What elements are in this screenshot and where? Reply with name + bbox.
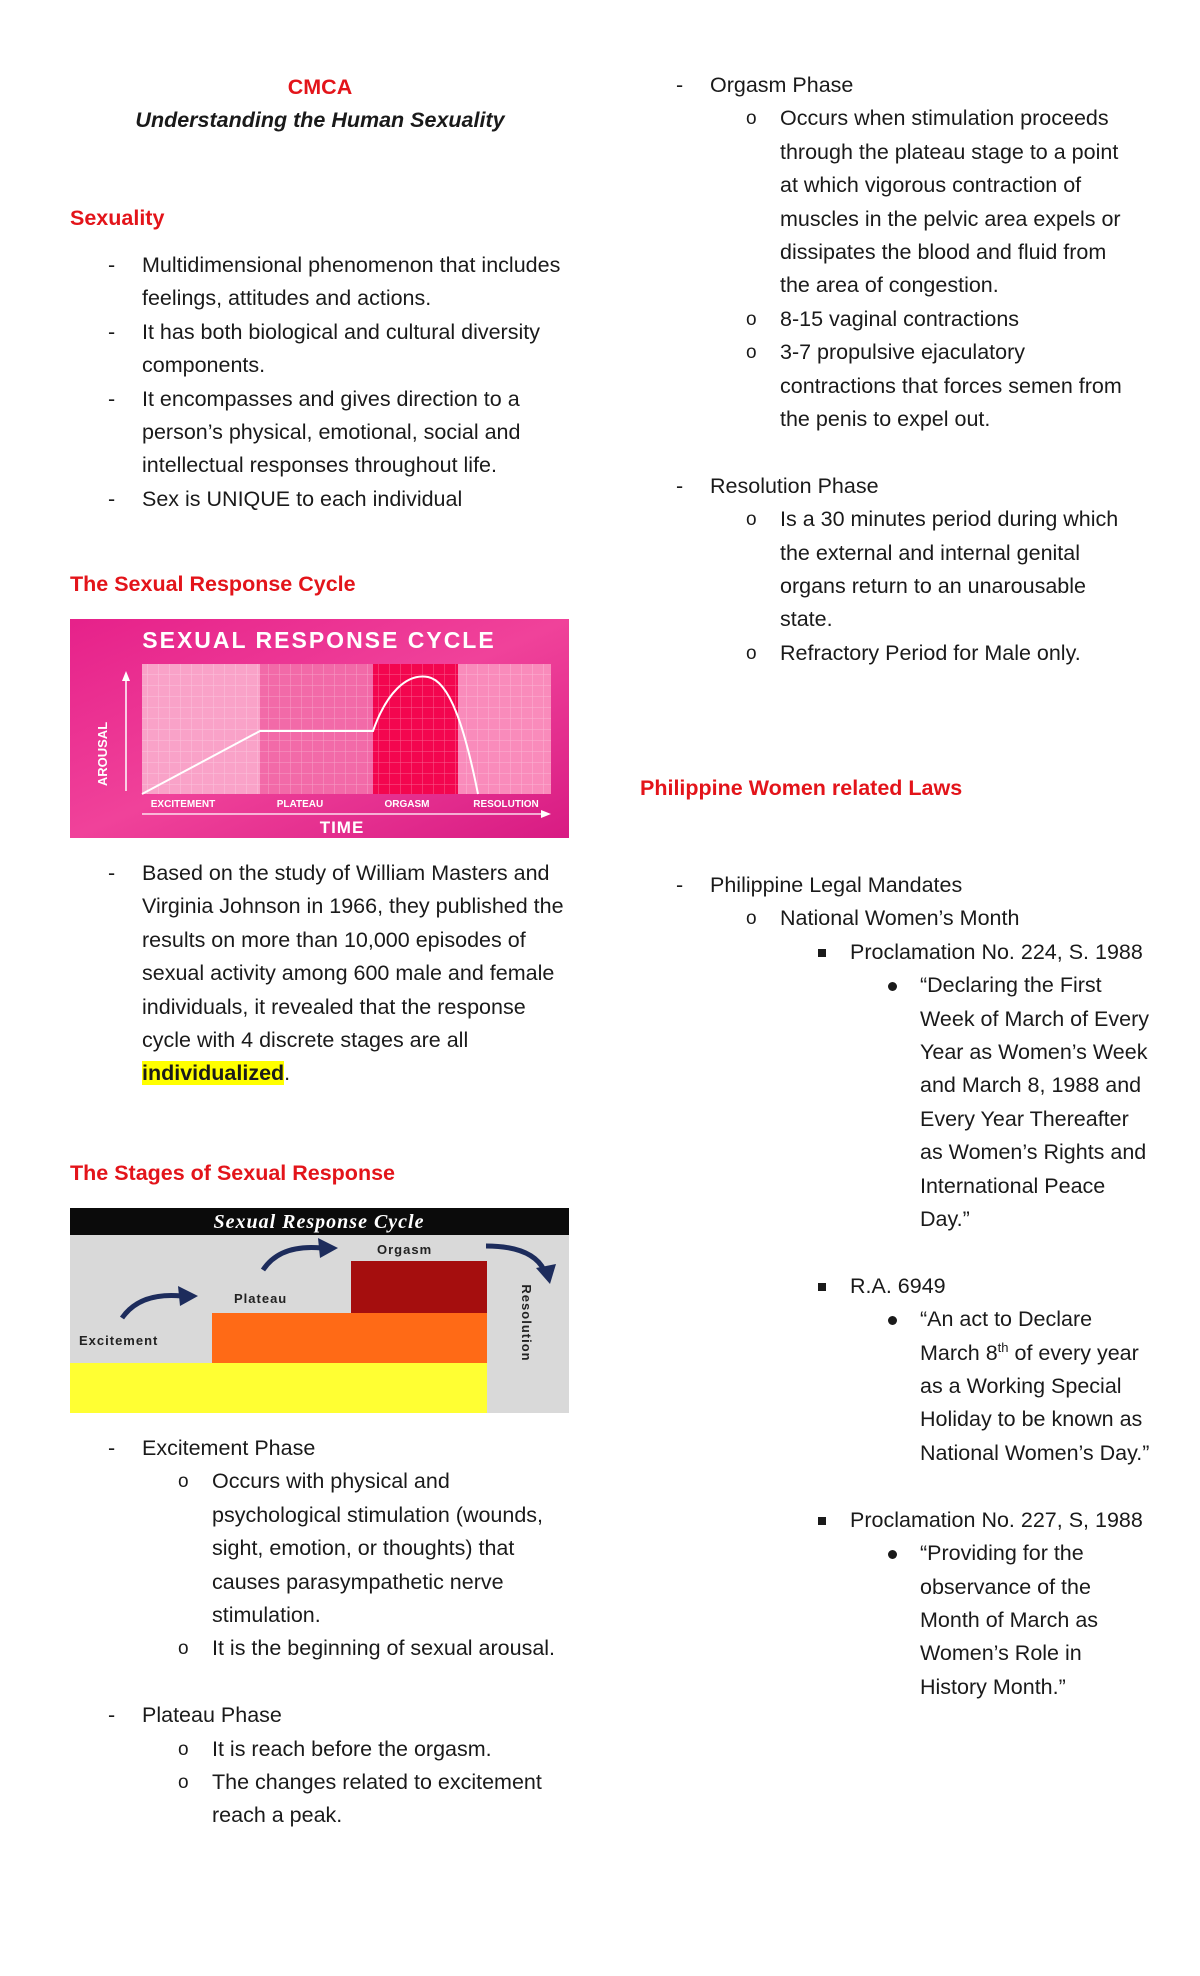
list-item: o It is the beginning of sexual arousal.	[142, 1632, 572, 1665]
list-item: o Occurs with physical and psychological stimulation (wounds, sight, emotion, or thoughts) that causes parasympathetic nerve stimulation.	[142, 1465, 572, 1632]
phase-title-plateau: - Plateau Phase	[72, 1699, 572, 1732]
stage-label: Orgasm	[377, 1242, 433, 1257]
figure-title: Sexual Response Cycle	[213, 1211, 425, 1233]
list-item: - It has both biological and cultural diversity components.	[72, 316, 572, 383]
response-cycle-heading: The Sexual Response Cycle	[70, 572, 356, 596]
law-quote: “Declaring the First Week of March of Every Year as Women’s Week and March 8, 1988 and Every Year Thereafter as Women’s Rights and International Peace Day.”	[850, 969, 1150, 1236]
month-title: o National Women’s Month	[710, 902, 1150, 935]
laws-heading: Philippine Women related Laws	[640, 776, 963, 800]
law-name: Proclamation No. 224, S. 1988	[780, 936, 1150, 969]
stage-label: Excitement	[79, 1333, 159, 1348]
list-item: o It is reach before the orgasm.	[142, 1733, 572, 1766]
sexuality-list	[72, 249, 572, 516]
law-quote: “Providing for the observance of the Month of March as Women’s Role in History Month.”	[850, 1537, 1150, 1704]
sexuality-heading: Sexuality	[70, 206, 165, 230]
step-plateau	[212, 1313, 487, 1363]
laws-list	[640, 869, 1150, 1704]
list-item: o Refractory Period for Male only.	[710, 637, 1140, 670]
phase-title-excitement: - Excitement Phase	[72, 1432, 572, 1465]
x-axis-label: TIME	[319, 818, 365, 837]
list-item	[72, 857, 572, 1091]
step-orgasm	[351, 1261, 487, 1313]
step-excitement	[70, 1363, 487, 1413]
list-item: - It encompasses and gives direction to a person’s physical, emotional, social and intellectual responses throughout life.	[72, 383, 572, 483]
list-item: - Sex is UNIQUE to each individual	[72, 483, 572, 516]
stage-label: Plateau	[234, 1291, 288, 1306]
stages-list-right	[640, 69, 1140, 670]
study-text: Based on the study of William Masters and Virginia Johnson in 1966, they published the results on more than 10,000 episodes of sexual activity among 600 male and female individuals, it revealed that the response cycle with 4 discrete stages are all	[142, 861, 564, 1053]
list-item: o Is a 30 minutes period during which the external and internal genital organs return to an unarousable state.	[710, 503, 1140, 637]
highlighted-word: individualized	[142, 1061, 285, 1086]
law-name: R.A. 6949	[780, 1270, 1150, 1303]
phase-label: ORGASM	[384, 799, 430, 810]
list-item: - Multidimensional phenomenon that includes feelings, attitudes and actions.	[72, 249, 572, 316]
doc-title: Understanding the Human Sexuality	[135, 108, 505, 132]
list-item: o 8-15 vaginal contractions	[710, 303, 1140, 336]
list-item: o 3-7 propulsive ejaculatory contractions that forces semen from the penis to expel out.	[710, 336, 1140, 436]
phase-title-resolution: - Resolution Phase	[640, 470, 1140, 503]
stages-list-left	[72, 1432, 572, 1833]
phase-title-orgasm: - Orgasm Phase	[640, 69, 1140, 102]
phase-label: RESOLUTION	[473, 799, 539, 810]
doc-code: CMCA	[287, 75, 353, 99]
study-end: .	[284, 1061, 291, 1086]
law-quote: “An act to Declare March 8th of every year as a Working Special Holiday to be known as National Women’s Day.”	[850, 1303, 1150, 1470]
phase-label: EXCITEMENT	[150, 799, 216, 810]
law-name: Proclamation No. 227, S, 1988	[780, 1504, 1150, 1537]
mandates-title: - Philippine Legal Mandates	[640, 869, 1150, 902]
study-paragraph	[72, 857, 572, 1091]
response-cycle-figure	[70, 619, 569, 838]
list-item: o Occurs when stimulation proceeds through the plateau stage to a point at which vigorous contraction of muscles in the pelvic area expels or dissipates the blood and fluid from the area of congestion.	[710, 102, 1140, 302]
stages-figure	[70, 1208, 569, 1413]
list-item: o The changes related to excitement reach a peak.	[142, 1766, 572, 1833]
figure-title: SEXUAL RESPONSE CYCLE	[142, 627, 496, 653]
stage-label: Resolution	[519, 1284, 534, 1362]
stages-heading: The Stages of Sexual Response	[70, 1161, 395, 1185]
y-axis-label: AROUSAL	[95, 721, 110, 787]
phase-label: PLATEAU	[276, 799, 324, 810]
